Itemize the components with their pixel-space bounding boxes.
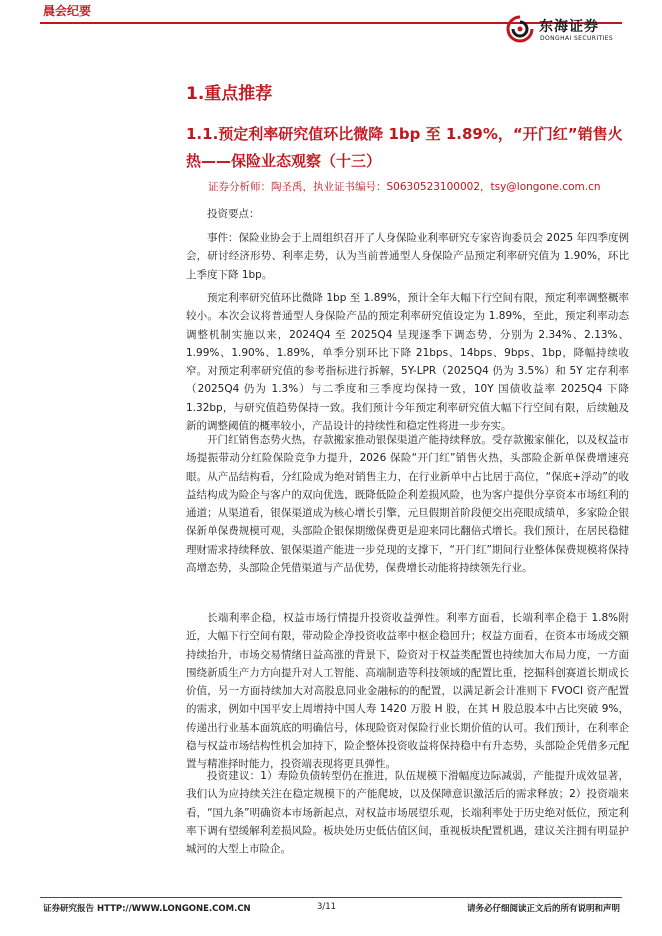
logo-mark-icon bbox=[505, 14, 535, 44]
analyst-info: 证券分析师：陶圣禹，执业证书编号：S0630523100002，tsy@longone.com.cn bbox=[208, 181, 601, 193]
footer-rule bbox=[40, 897, 622, 898]
footer-disclaimer: 请务必仔细阅读正文后的所有说明和声明 bbox=[466, 904, 620, 914]
paragraph-advice: 投资建议：1）寿险负债转型仍在推进，队伍规模下滑幅度边际减弱，产能提升成效显著，我们认为应持续关注在稳定规模下的产能爬坡，以及保障意识激活后的需求释放；2）投资端来看，“国九条”明确资本市场新起点，对权益市场展望乐观，长端利率处于历史绝对低位，预定利率下调有望缓解利差损风险。板块处历史低估值区间，重视板块配置机遇，建议关注拥有明显护城河的大型上市险企。 bbox=[186, 770, 629, 856]
paragraph-sales: 开门红销售态势火热，存款搬家推动银保渠道产能持续释放。受存款搬家催化，以及权益市场提振带动分红险保险竞争力提升，2026 保险“开门红”销售火热，头部险企新单保费增速亮眼。从产品结构看，分红险成为绝对销售主力，在行业新单中占比居于高位，“保底+浮动”的收益结构成为险企与客户的双向优选，既降低险企利差损风险，也为客户提供分享资本市场红利的通道；从渠道看，银保渠道成为核心增长引擎，元旦假期首阶段便交出亮眼成绩单，多家险企银保新单保费规模可观，头部险企银保期缴保费更是迎来同比翻倍式增长。我们预计，在居民稳健理财需求持续释放、银保渠道产能进一步兑现的支撑下，“开门红”期间行业整体保费规模将保持高增态势，头部险企凭借渠道与产品优势，保费增长动能将持续领先行业。 bbox=[186, 434, 629, 575]
company-logo bbox=[505, 10, 623, 48]
section-heading: 1.重点推荐 bbox=[186, 84, 273, 104]
footer-page-number: 3/11 bbox=[317, 902, 337, 912]
paragraph-investment: 长端利率企稳，权益市场行情提升投资收益弹性。利率方面看，长端利率企稳于 1.8%附近，大幅下行空间有限，带动险企净投资收益率中枢企稳回升；权益方面看，在资本市场成交额持续抬升，市场交易情绪日益高涨的背景下，险资对于权益类配置也持续加大布局力度，一方面围绕新质生产力方向提升对人工智能、高端制造等科技领域的配置比重，挖掘科创赛道长期成长价值，另一方面持续加大对高股息同业金融标的的配置，以满足新会计准则下 FVOCI 资产配置的需求，例如中国平安上周增持中国人寿 1420 万股 H 股，在其 H 股总股本中占比突破 9%，传递出行业基本面筑底的明确信号，体现险资对保险行业长期价值的认可。我们预计，在利率企稳与权益市场结构性机会加持下，险企整体投资收益将保持稳中有升态势，头部险企凭借多元配置与精准择时能力，投资端表现将更具弹性。 bbox=[186, 612, 629, 771]
article-title: 1.1.预定利率研究值环比微降 1bp 至 1.89%，“开门红”销售火热——保险业态观察（十三） bbox=[186, 125, 623, 170]
intro-label: 投资要点： bbox=[207, 208, 260, 220]
logo-text-cn: 东海证券 bbox=[539, 19, 599, 35]
logo-text-en: DONGHAI SECURITIES bbox=[540, 35, 614, 42]
footer-website: 证券研究报告 HTTP://WWW.LONGONE.COM.CN bbox=[43, 904, 251, 914]
header-label: 晨会纪要 bbox=[43, 4, 92, 18]
paragraph-event: 事件：保险业协会于上周组织召开了人身保险业利率研究专家咨询委员会 2025 年四季度例会，研讨经济形势、利率走势，认为当前普通型人身保险产品预定利率研究值为 1.90%，环比上季度下降 1bp。 bbox=[186, 232, 629, 281]
paragraph-rate: 预定利率研究值环比微降 1bp 至 1.89%，预计全年大幅下行空间有限，预定利率调整概率较小。本次会议将普通型人身保险产品的预定利率研究值设定为 1.89%，至此，预定利率动态调整机制实施以来，2024Q4 至 2025Q4 呈现逐季下调态势，分别为 2.34%、2.13%、1.99%、1.90%、1.89%，单季分别环比下降 21bps、14bps、9bps、1bp，降幅持续收窄。对预定利率研究值的参考指标进行拆解，5Y-LPR（2025Q4 仍为 3.5%）和 5Y 定存利率（2025Q4 仍为 1.3%）与二季度和三季度均保持一致，10Y 国债收益率 2025Q4 下降 1.32bp，与研究值趋势保持一致。我们预计今年预定利率研究值大幅下行空间有限，后续触及新的调整阈值的概率较小，产品设计的持续性和稳定性将进一步夯实。 bbox=[186, 292, 629, 433]
